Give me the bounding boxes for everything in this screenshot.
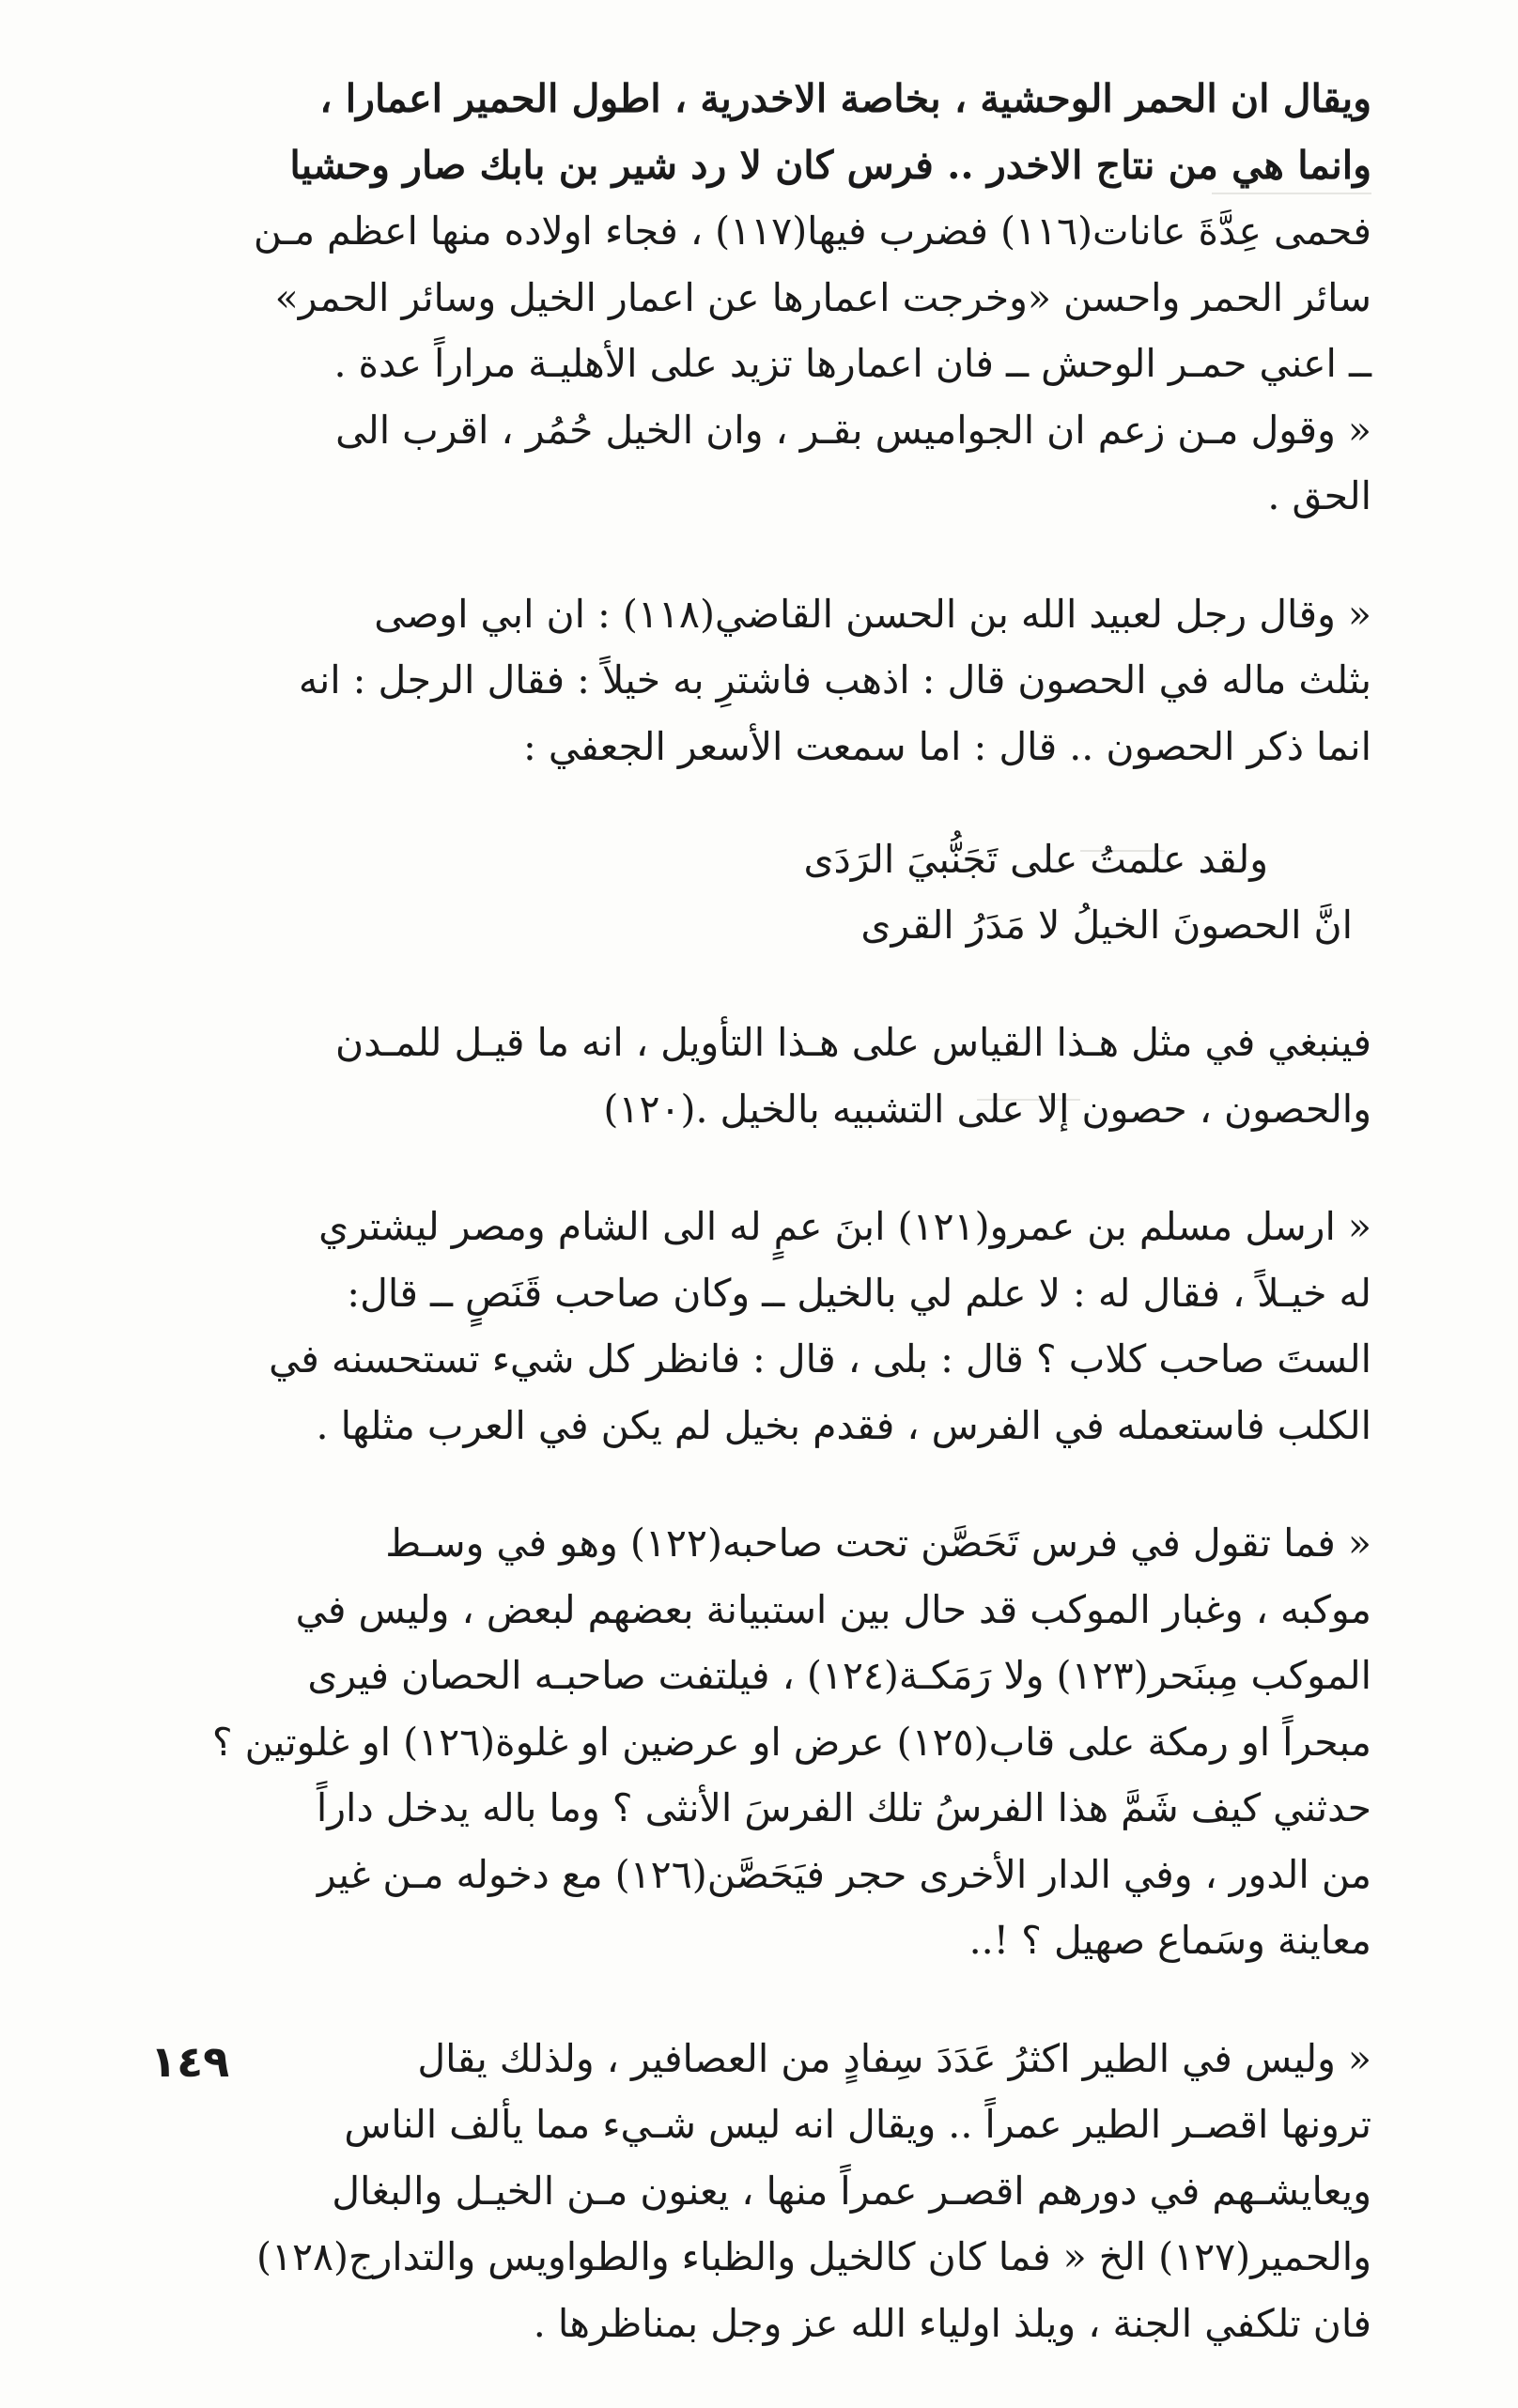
text-line: « ارسل مسلم بن عمرو(١٢١) ابنَ عمٍ له الى الشام ومصر ليشتري <box>318 1204 1371 1249</box>
text-line: ــ اعني حمـر الوحش ــ فان اعمارها تزيد على الأهليـة مراراً عدة . <box>333 341 1371 386</box>
paragraph-muslim-bin-amr <box>141 1194 1371 1459</box>
text-line: له خيـلاً ، فقال له : لا علم لي بالخيل ــ وكان صاحب قَنَصٍ ــ قال: <box>347 1270 1371 1316</box>
text-line: فينبغي في مثل هـذا القياس على هـذا التأويل ، انه ما قيـل للمـدن <box>335 1020 1371 1065</box>
paragraph-analogy <box>141 1010 1371 1142</box>
text-line: الستَ صاحب كلاب ؟ قال : بلى ، قال : فانظر كل شيء تستحسنه في <box>269 1336 1371 1382</box>
verse-line-2: انَّ الحصونَ الخيلُ لا مَدَرُ القرى <box>860 903 1353 948</box>
text-line: فان تلكفي الجنة ، ويلذ اولياء الله عز وجل بمناظرها . <box>533 2300 1371 2346</box>
verse-line-1: ولقد علمتُ على تَجَنُّبيَ الرَدَى <box>803 837 1268 882</box>
text-line: ويقال ان الحمر الوحشية ، بخاصة الاخدرية ، اطول الحمير اعمارا ، <box>319 76 1371 121</box>
text-line: الحق . <box>1267 473 1371 518</box>
text-line: « وقال رجل لعبيد الله بن الحسن القاضي(١١٨) : ان ابي اوصى <box>374 591 1371 637</box>
page-text-body <box>141 66 1371 2408</box>
text-line: وانما هي من نتاج الاخدر .. فرس كان لا رد شير بن بابك صار وحشيا <box>289 142 1371 188</box>
text-line: ويعايشـهم في دورهم اقصـر عمراً منها ، يعنون مـن الخيـل والبغال <box>332 2168 1371 2214</box>
paragraph-fortresses <box>141 581 1371 780</box>
text-line: سائر الحمر واحسن «وخرجت اعمارها عن اعمار الخيل وسائر الحمر» <box>274 274 1371 320</box>
text-line: والحمير(١٢٧) الخ « فما كان كالخيل والظباء والطواويس والتدارج(١٢٨) <box>256 2234 1371 2279</box>
text-line: انما ذكر الحصون .. قال : اما سمعت الأسعر الجعفي : <box>522 723 1371 769</box>
paragraph-wild-asses <box>141 66 1371 530</box>
text-line: معاينة وسَماع صهيل ؟ !.. <box>968 1918 1371 1963</box>
text-line: والحصون ، حصون إلا على التشبيه بالخيل .(١٢٠) <box>603 1086 1371 1132</box>
page-number: ١٤٩ <box>150 2036 230 2087</box>
poetry-verse <box>141 826 1371 958</box>
text-line: موكبه ، وغبار الموكب قد حال بين استبيانة بعضهم لبعض ، وليس في <box>295 1586 1371 1632</box>
text-line: ترونها اقصـر الطير عمراً .. ويقال انه ليس شـيء مما يألف الناس <box>344 2102 1371 2147</box>
text-line: مبحراً او رمكة على قاب(١٢٥) عرض او عرضين او غلوة(١٢٦) او غلوتين ؟ <box>211 1719 1371 1765</box>
text-line: « فما تقول في فرس تَحَصَّن تحت صاحبه(١٢٢) وهو في وسـط <box>385 1520 1371 1566</box>
text-line: فحمى عِدَّةَ عانات(١١٦) فضرب فيها(١١٧) ، فجاء اولاده منها اعظم مـن <box>253 208 1371 254</box>
text-line: الكلب فاستعمله في الفرس ، فقدم بخيل لم يكن في العرب مثلها . <box>316 1402 1371 1448</box>
text-line: « وقول مـن زعم ان الجواميس بقـر ، وان الخيل حُمُر ، اقرب الى <box>335 407 1371 453</box>
text-line: حدثني كيف شَمَّ هذا الفرسُ تلك الفرسَ الأنثى ؟ وما باله يدخل داراً <box>316 1785 1371 1830</box>
text-line: بثلث ماله في الحصون قال : اذهب فاشترِ به خيلاً : فقال الرجل : انه <box>298 657 1371 702</box>
paragraph-stallion <box>141 1510 1371 1974</box>
text-line: الموكب مِبنَحر(١٢٣) ولا رَمَكـة(١٢٤) ، فيلتفت صاحبـه الحصان فيرى <box>307 1653 1371 1698</box>
text-line: « وليس في الطير اكثرُ عَدَدَ سِفادٍ من العصافير ، ولذلك يقال <box>417 2035 1371 2081</box>
text-line: من الدور ، وفي الدار الأخرى حجر فيَحَصَّن(١٢٦) مع دخوله مـن غير <box>317 1851 1371 1897</box>
paragraph-sparrows <box>141 2026 1371 2357</box>
